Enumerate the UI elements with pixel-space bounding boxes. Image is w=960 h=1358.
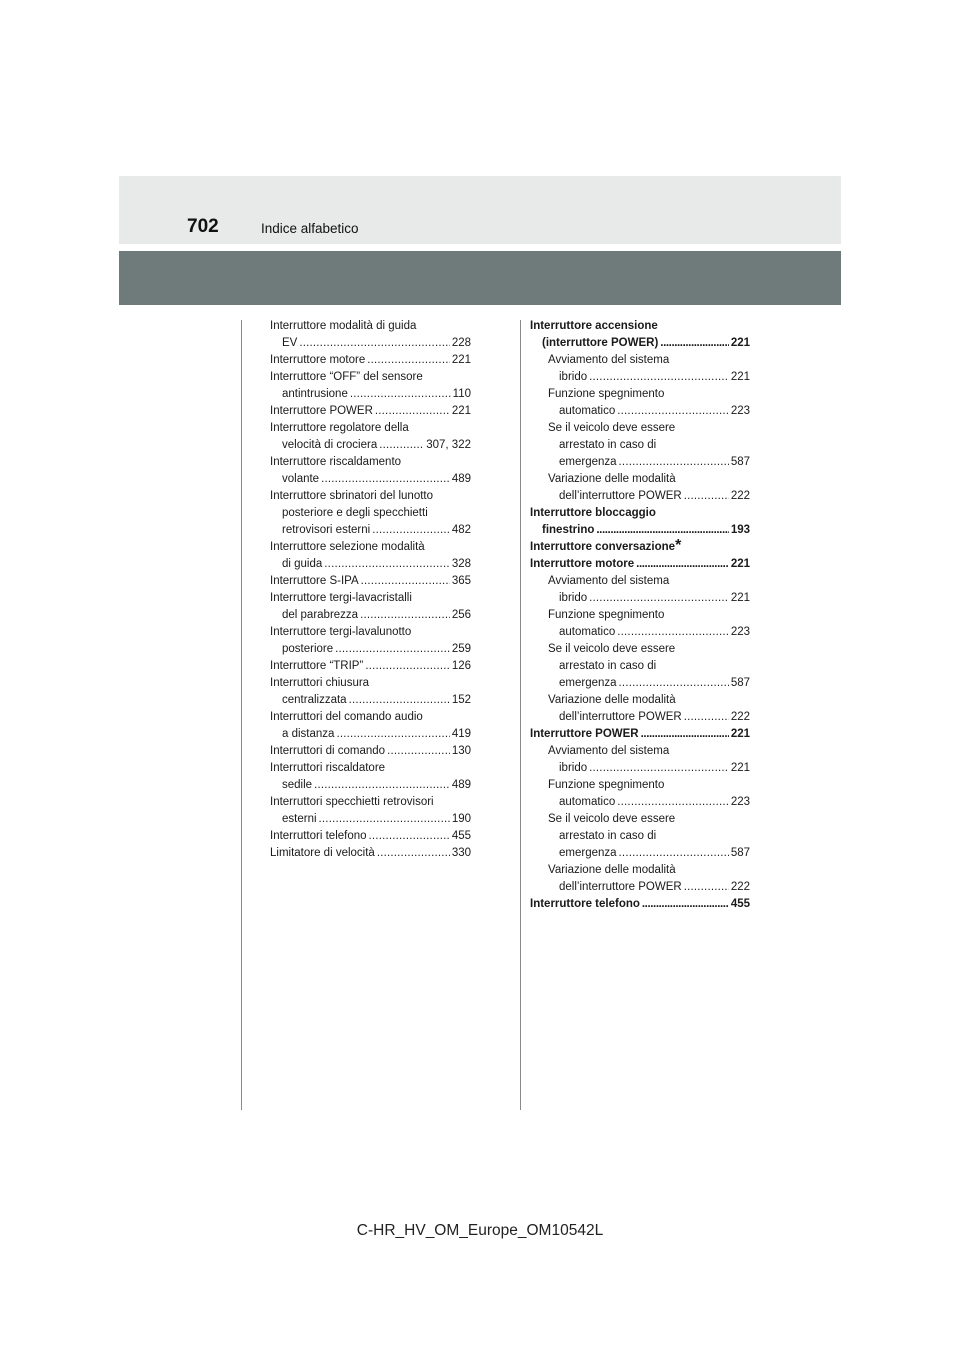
index-entry-leader-line: [270, 811, 471, 828]
leader-dots: [360, 607, 450, 624]
index-entry-leader-line: [270, 573, 471, 590]
index-entry-term: Interruttore telefono: [530, 898, 640, 910]
index-entry-leader-line: [270, 607, 471, 624]
leader-dots: [321, 471, 450, 488]
index-entry-term: ibrido: [559, 762, 588, 774]
index-subentry: [530, 743, 750, 777]
index-entry-leader-line: [530, 522, 750, 539]
leader-dots: [369, 828, 450, 845]
index-entry-term: velocità di crociera: [282, 439, 378, 451]
index-entry-leader-line: [270, 386, 471, 403]
leader-dots: [684, 709, 729, 726]
index-entry-term: posteriore: [282, 643, 334, 655]
index-entry-text: Interruttori riscaldatore: [270, 762, 386, 774]
index-entry-leader-line: [530, 760, 750, 777]
index-entry: [530, 505, 750, 539]
page-reference: 330: [451, 847, 471, 859]
index-entry-term: Interruttore POWER: [530, 728, 639, 740]
index-column-right: [530, 318, 750, 913]
page-reference: 259: [451, 643, 471, 655]
page-reference: 223: [730, 796, 750, 808]
index-subentry: [530, 607, 750, 641]
index-entry-text: Interruttore riscaldamento: [270, 456, 402, 468]
page-reference: 482: [451, 524, 471, 536]
index-entry-leader-line: [270, 556, 471, 573]
leader-dots: [589, 760, 729, 777]
index-entry-text: arrestato in caso di: [559, 439, 657, 451]
leader-dots: [335, 641, 450, 658]
index-entry-term: centralizzata: [282, 694, 347, 706]
index-entry-term: dell’interruttore POWER: [559, 490, 682, 502]
index-entry: [270, 590, 471, 624]
page-reference: 222: [730, 881, 750, 893]
leader-dots: [589, 590, 729, 607]
index-entry-leader-line: [270, 437, 471, 454]
page-reference: 221: [730, 558, 750, 570]
index-entry-text: Variazione delle modalità: [548, 694, 676, 706]
index-entry-term: emergenza: [559, 456, 617, 468]
index-entry: [270, 675, 471, 709]
index-entry-text: Se il veicolo deve essere: [548, 813, 676, 825]
index-entry-leader-line: [530, 454, 750, 471]
leader-dots: [660, 335, 729, 352]
index-subentry: [530, 386, 750, 420]
leader-dots: [619, 675, 729, 692]
page-reference: 455: [451, 830, 471, 842]
leader-dots: [641, 726, 729, 743]
index-entry-text: arrestato in caso di: [559, 830, 657, 842]
index-entry: [270, 743, 471, 760]
page-reference: 223: [730, 405, 750, 417]
index-entry-term: Interruttore S-IPA: [270, 575, 359, 587]
index-subentry: [530, 862, 750, 896]
index-entry: [270, 794, 471, 828]
page-reference: 222: [730, 490, 750, 502]
index-entry: [270, 539, 471, 573]
index-entry: [270, 828, 471, 845]
index-entry: [530, 556, 750, 573]
index-entry-term: Interruttori di comando: [270, 745, 386, 757]
index-subentry: [530, 777, 750, 811]
index-entry: [270, 845, 471, 862]
page-reference: 221: [730, 592, 750, 604]
page-reference: 587: [730, 456, 750, 468]
index-entry-term: dell’interruttore POWER: [559, 711, 682, 723]
leader-dots: [372, 522, 450, 539]
index-subentry: [530, 352, 750, 386]
index-entry-term: finestrino: [542, 524, 595, 536]
index-entry-text: Interruttori del comando audio: [270, 711, 423, 723]
index-entry-text: Interruttore accensione: [530, 320, 658, 332]
index-entry: [270, 318, 471, 352]
page-reference: 222: [730, 711, 750, 723]
index-entry-term: automatico: [559, 796, 616, 808]
page-reference: 221: [730, 762, 750, 774]
index-entry-leader-line: [530, 590, 750, 607]
index-entry-leader-line: [270, 658, 471, 675]
index-entry-leader-line: [530, 879, 750, 896]
index-entry-term: emergenza: [559, 847, 617, 859]
index-entry-leader-line: [270, 335, 471, 352]
leader-dots: [365, 658, 450, 675]
index-subentry: [530, 641, 750, 692]
index-entry-text: Avviamento del sistema: [548, 354, 670, 366]
index-entry: [530, 318, 750, 352]
index-entry-leader-line: [270, 641, 471, 658]
index-entry-text: Interruttore tergi-lavalunotto: [270, 626, 412, 638]
page-reference: 489: [451, 473, 471, 485]
index-entry-term: Interruttore “TRIP”: [270, 660, 364, 672]
index-entry-term: Interruttore conversazione: [530, 541, 676, 553]
index-entry: [270, 760, 471, 794]
index-entry-term: automatico: [559, 626, 616, 638]
index-entry-term: antintrusione: [282, 388, 348, 400]
index-entry-leader-line: [530, 896, 750, 913]
leader-dots: [617, 794, 729, 811]
index-entry: [270, 573, 471, 590]
index-entry-term: dell’interruttore POWER: [559, 881, 682, 893]
page-reference: 130: [451, 745, 471, 757]
index-entry-term: del parabrezza: [282, 609, 359, 621]
page-reference: 221: [451, 354, 471, 366]
page-reference: 193: [730, 524, 750, 536]
index-entry-leader-line: [270, 352, 471, 369]
index-entry-leader-line: [270, 777, 471, 794]
index-entry-term: Interruttore POWER: [270, 405, 373, 417]
page-reference: 455: [730, 898, 750, 910]
index-entry-leader-line: [270, 743, 471, 760]
index-column-left: [270, 318, 471, 862]
index-entry-leader-line: [270, 471, 471, 488]
leader-dots: [636, 556, 729, 573]
leader-dots: [619, 845, 729, 862]
index-entry-leader-line: [530, 709, 750, 726]
leader-dots: [336, 726, 449, 743]
section-title: Indice alfabetico: [261, 221, 359, 236]
index-entry-text: posteriore e degli specchietti: [282, 507, 428, 519]
index-entry-leader-line: [270, 522, 471, 539]
leader-dots: [387, 743, 450, 760]
leader-dots: [377, 845, 450, 862]
leader-dots: [596, 522, 728, 539]
index-entry-text: Se il veicolo deve essere: [548, 422, 676, 434]
leader-dots: [642, 896, 729, 913]
page-reference: 126: [451, 660, 471, 672]
index-entry: [530, 726, 750, 743]
index-entry: [530, 539, 750, 556]
page-reference: 152: [451, 694, 471, 706]
index-entry: [270, 709, 471, 743]
page-reference: 419: [451, 728, 471, 740]
index-entry-text: arrestato in caso di: [559, 660, 657, 672]
index-entry-leader-line: [530, 624, 750, 641]
index-entry-term: di guida: [282, 558, 323, 570]
page-reference: 110: [452, 388, 471, 400]
index-entry-text: Interruttore “OFF” del sensore: [270, 371, 423, 383]
leader-dots: [361, 573, 450, 590]
index-entry-leader-line: [530, 335, 750, 352]
index-entry-term: esterni: [282, 813, 317, 825]
index-entry-term: (interruttore POWER): [542, 337, 659, 349]
index-entry-leader-line: [270, 726, 471, 743]
index-entry-term: Interruttore motore: [530, 558, 635, 570]
index-entry-text: Interruttore tergi-lavacristalli: [270, 592, 412, 604]
index-entry-leader-line: [270, 828, 471, 845]
index-entry-term: automatico: [559, 405, 616, 417]
index-entry-text: Funzione spegnimento: [548, 779, 665, 791]
leader-dots: [314, 777, 450, 794]
index-entry-leader-line: Interruttore conversazione *: [530, 537, 682, 554]
index-entry-leader-line: [270, 403, 471, 420]
index-entry: [270, 488, 471, 539]
page-reference: 365: [451, 575, 471, 587]
index-entry: [270, 352, 471, 369]
middle-column-rule: [520, 320, 521, 1110]
page-reference: 489: [451, 779, 471, 791]
index-entry-text: Interruttore regolatore della: [270, 422, 409, 434]
index-entry-leader-line: [530, 845, 750, 862]
index-entry-leader-line: [530, 403, 750, 420]
document-footer-id: C-HR_HV_OM_Europe_OM10542L: [356, 1222, 604, 1239]
index-subentry: [530, 420, 750, 471]
leader-dots: [684, 488, 729, 505]
index-entry-text: Interruttori specchietti retrovisori: [270, 796, 434, 808]
index-entry-text: Interruttore sbrinatori del lunotto: [270, 490, 434, 502]
index-entry-text: Funzione spegnimento: [548, 609, 665, 621]
index-entry-text: Avviamento del sistema: [548, 745, 670, 757]
index-entry-text: Funzione spegnimento: [548, 388, 665, 400]
index-entry: [270, 420, 471, 454]
index-entry-leader-line: [530, 556, 750, 573]
page-reference: 221: [730, 371, 750, 383]
index-subentry: [530, 692, 750, 726]
page-number: 702: [187, 216, 219, 237]
leader-dots: [350, 386, 451, 403]
page-reference: 221: [451, 405, 471, 417]
leader-dots: [324, 556, 450, 573]
index-entry-term: Interruttori telefono: [270, 830, 367, 842]
index-entry-text: Variazione delle modalità: [548, 473, 676, 485]
index-entry-term: ibrido: [559, 371, 588, 383]
index-entry: [270, 658, 471, 675]
index-entry-leader-line: [270, 845, 471, 862]
index-entry-term: Interruttore motore: [270, 354, 366, 366]
left-column-rule: [241, 320, 242, 1110]
leader-dots: [684, 879, 729, 896]
index-entry-term: retrovisori esterni: [282, 524, 371, 536]
page-reference: 221: [730, 728, 750, 740]
page-reference: 328: [451, 558, 471, 570]
leader-dots: [589, 369, 729, 386]
index-entry: [530, 896, 750, 913]
index-subentry: [530, 573, 750, 607]
index-entry: [270, 403, 471, 420]
leader-dots: [375, 403, 450, 420]
leader-dots: [367, 352, 450, 369]
page-reference: 256: [451, 609, 471, 621]
index-subentry: [530, 471, 750, 505]
index-entry-term: Limitatore di velocità: [270, 847, 375, 859]
index-entry: [270, 369, 471, 403]
index-entry-text: Interruttore modalità di guida: [270, 320, 417, 332]
index-entry-text: Avviamento del sistema: [548, 575, 670, 587]
header-band: [119, 176, 841, 244]
index-entry-term: volante: [282, 473, 320, 485]
index-entry: [270, 624, 471, 658]
leader-dots: [349, 692, 450, 709]
index-entry-term: ibrido: [559, 592, 588, 604]
index-entry-leader-line: [530, 369, 750, 386]
page-reference: 587: [730, 677, 750, 689]
index-entry-text: Interruttore selezione modalità: [270, 541, 425, 553]
index-entry-term: EV: [282, 337, 298, 349]
index-entry-text: Interruttori chiusura: [270, 677, 370, 689]
index-entry-term: a distanza: [282, 728, 335, 740]
index-entry-leader-line: [530, 488, 750, 505]
index-entry-term: sedile: [282, 779, 313, 791]
index-entry-text: Interruttore bloccaggio: [530, 507, 656, 519]
leader-dots: [619, 454, 729, 471]
page-reference: 307, 322: [426, 439, 471, 451]
leader-dots: [379, 437, 424, 454]
leader-dots: [617, 624, 729, 641]
leader-dots: [319, 811, 450, 828]
page-reference: 587: [730, 847, 750, 859]
index-entry-text: Se il veicolo deve essere: [548, 643, 676, 655]
page-reference: 228: [451, 337, 471, 349]
section-title-bar: [119, 251, 841, 305]
index-entry-term: emergenza: [559, 677, 617, 689]
index-entry-leader-line: [270, 692, 471, 709]
index-entry-leader-line: [530, 675, 750, 692]
index-entry-text: Variazione delle modalità: [548, 864, 676, 876]
leader-dots: [617, 403, 729, 420]
index-entry-leader-line: [530, 794, 750, 811]
index-entry: [270, 454, 471, 488]
page-reference: 221: [730, 337, 750, 349]
leader-dots: [299, 335, 449, 352]
index-subentry: [530, 811, 750, 862]
index-entry-leader-line: [530, 726, 750, 743]
page-reference: 223: [730, 626, 750, 638]
page-reference: 190: [451, 813, 471, 825]
